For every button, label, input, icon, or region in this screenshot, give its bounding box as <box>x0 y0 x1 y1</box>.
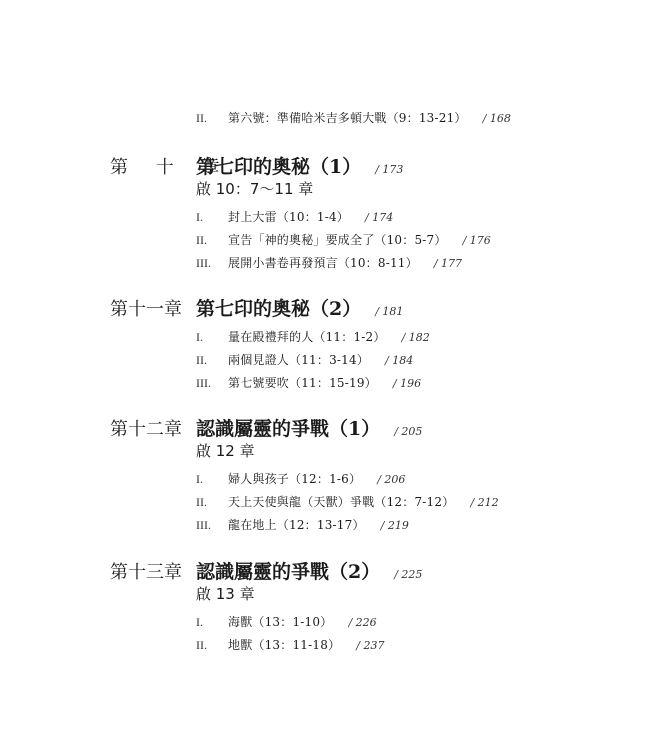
item-text: 兩個見證人（11：3-14） <box>228 353 370 367</box>
item-page-number: / 196 <box>392 377 422 390</box>
toc-item[interactable] <box>196 634 630 657</box>
chapter-subtitle: 啟 10：7～11 章 <box>196 180 314 198</box>
toc-orphan-item <box>196 107 511 130</box>
chapter-heading[interactable] <box>110 294 630 320</box>
chapter-title: 認識屬靈的爭戰（2） <box>196 561 381 583</box>
chapter-items <box>196 468 630 537</box>
chapter-label: 第十一章 <box>110 299 182 320</box>
item-page-number: / 176 <box>462 234 491 247</box>
toc-item[interactable] <box>196 206 630 229</box>
item-page-number: / 212 <box>470 496 499 509</box>
chapter-13 <box>110 557 630 657</box>
item-number: II. <box>196 111 207 125</box>
item-number: III. <box>196 256 211 270</box>
item-number: III. <box>196 518 211 532</box>
item-number: I. <box>196 472 203 486</box>
item-number: II. <box>196 233 207 247</box>
chapter-10 <box>110 152 630 275</box>
chapter-label: 第十三章 <box>110 562 182 583</box>
item-number: I. <box>196 615 203 629</box>
item-text: 地獸（13：11-18） <box>228 638 341 652</box>
item-number: III. <box>196 376 211 390</box>
item-page-number: / 184 <box>385 354 414 367</box>
item-page-number: / 226 <box>348 616 377 629</box>
item-text: 龍在地上（12：13-17） <box>228 518 365 532</box>
chapter-heading[interactable] <box>110 414 630 440</box>
item-page-number: / 168 <box>482 112 511 125</box>
toc-item[interactable] <box>196 611 630 634</box>
chapter-page-number: / 173 <box>375 163 404 176</box>
toc-item[interactable] <box>196 468 630 491</box>
toc-item[interactable] <box>196 252 630 275</box>
chapter-heading[interactable] <box>110 557 630 583</box>
toc-item[interactable] <box>196 372 630 395</box>
toc-item[interactable] <box>196 326 630 349</box>
toc-item[interactable] <box>196 107 511 130</box>
item-number: I. <box>196 210 203 224</box>
chapter-page-number: / 205 <box>394 425 423 438</box>
toc-item[interactable] <box>196 349 630 372</box>
chapter-items <box>196 206 630 275</box>
item-number: II. <box>196 638 207 652</box>
chapter-title: 第七印的奧秘（1） <box>196 156 362 178</box>
item-number: I. <box>196 330 203 344</box>
item-text: 量在殿禮拜的人（11：1-2） <box>228 330 386 344</box>
item-page-number: / 174 <box>365 211 394 224</box>
chapter-title: 第七印的奧秘（2） <box>196 298 362 320</box>
item-text: 封上大雷（10：1-4） <box>228 210 349 224</box>
item-number: II. <box>196 495 207 509</box>
item-text: 天上天使與龍（天獸）爭戰（12：7-12） <box>228 495 455 509</box>
item-text: 第六號：準備哈米吉多頓大戰（9：13-21） <box>228 111 467 125</box>
chapter-subtitle: 啟 12 章 <box>196 442 255 460</box>
item-page-number: / 206 <box>377 473 406 486</box>
item-text: 海獸（13：1-10） <box>228 615 333 629</box>
item-text: 第七號要吹（11：15-19） <box>228 376 377 390</box>
toc-item[interactable] <box>196 491 630 514</box>
item-text: 婦人與孩子（12：1-6） <box>228 472 362 486</box>
chapter-items <box>196 611 630 657</box>
toc-item[interactable] <box>196 514 630 537</box>
item-page-number: / 182 <box>401 331 430 344</box>
item-text: 宣告「神的奧秘」要成全了（10：5-7） <box>228 233 447 247</box>
toc-item[interactable] <box>196 229 630 252</box>
chapter-title: 認識屬靈的爭戰（1） <box>196 418 381 440</box>
chapter-page-number: / 181 <box>375 305 404 318</box>
chapter-heading[interactable] <box>110 152 630 178</box>
chapter-12 <box>110 414 630 537</box>
chapter-subtitle: 啟 13 章 <box>196 585 255 603</box>
chapter-page-number: / 225 <box>394 568 423 581</box>
chapter-items <box>196 326 630 395</box>
chapter-label: 第 十 章 <box>110 157 231 178</box>
item-page-number: / 177 <box>433 257 463 270</box>
chapter-11 <box>110 294 630 395</box>
chapter-label: 第十二章 <box>110 419 182 440</box>
item-text: 展開小書卷再發預言（10：8-11） <box>228 256 418 270</box>
item-number: II. <box>196 353 207 367</box>
item-page-number: / 237 <box>356 639 385 652</box>
item-page-number: / 219 <box>380 519 409 532</box>
